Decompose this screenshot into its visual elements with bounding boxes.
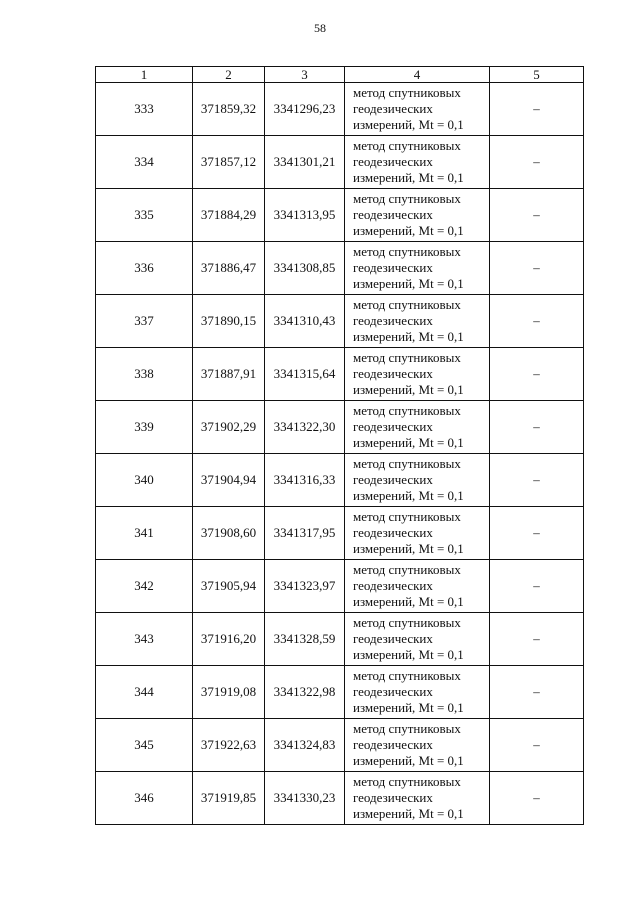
method-text-line: метод спутниковых bbox=[353, 721, 461, 736]
method-text-line: метод спутниковых bbox=[353, 191, 461, 206]
x-coordinate-cell: 371902,29 bbox=[193, 401, 265, 454]
note-cell: – bbox=[490, 401, 584, 454]
table-row bbox=[96, 401, 584, 454]
method-text-line: измерений, Mt = 0,1 bbox=[353, 223, 464, 238]
method-text-line: измерений, Mt = 0,1 bbox=[353, 117, 464, 132]
point-number-cell: 344 bbox=[96, 666, 193, 719]
note-cell: – bbox=[490, 189, 584, 242]
method-text-line: измерений, Mt = 0,1 bbox=[353, 753, 464, 768]
x-coordinate-cell: 371919,85 bbox=[193, 772, 265, 825]
method-text-line: измерений, Mt = 0,1 bbox=[353, 276, 464, 291]
method-text-line: метод спутниковых bbox=[353, 668, 461, 683]
x-coordinate-cell: 371884,29 bbox=[193, 189, 265, 242]
y-coordinate-cell: 3341324,83 bbox=[265, 719, 345, 772]
y-coordinate-cell: 3341330,23 bbox=[265, 772, 345, 825]
page-number: 58 bbox=[314, 21, 326, 35]
method-text-line: измерений, Mt = 0,1 bbox=[353, 541, 464, 556]
point-number-cell: 338 bbox=[96, 348, 193, 401]
method-text-line: метод спутниковых bbox=[353, 138, 461, 153]
table-row bbox=[96, 189, 584, 242]
method-text-line: геодезических bbox=[353, 525, 433, 540]
method-text-line: геодезических bbox=[353, 154, 433, 169]
note-cell: – bbox=[490, 772, 584, 825]
method-text-line: метод спутниковых bbox=[353, 774, 461, 789]
note-cell: – bbox=[490, 136, 584, 189]
table-row bbox=[96, 242, 584, 295]
method-text-line: измерений, Mt = 0,1 bbox=[353, 382, 464, 397]
y-coordinate-cell: 3341317,95 bbox=[265, 507, 345, 560]
table-row bbox=[96, 295, 584, 348]
note-cell: – bbox=[490, 83, 584, 136]
point-number-cell: 343 bbox=[96, 613, 193, 666]
method-cell bbox=[345, 83, 490, 136]
point-number-cell: 337 bbox=[96, 295, 193, 348]
point-number-cell: 342 bbox=[96, 560, 193, 613]
y-coordinate-cell: 3341323,97 bbox=[265, 560, 345, 613]
method-text-line: измерений, Mt = 0,1 bbox=[353, 329, 464, 344]
x-coordinate-cell: 371890,15 bbox=[193, 295, 265, 348]
method-text-line: метод спутниковых bbox=[353, 244, 461, 259]
method-text-line: метод спутниковых bbox=[353, 456, 461, 471]
method-text-line: геодезических bbox=[353, 631, 433, 646]
column-header: 2 bbox=[193, 67, 265, 83]
table-row bbox=[96, 454, 584, 507]
method-text-line: измерений, Mt = 0,1 bbox=[353, 700, 464, 715]
x-coordinate-cell: 371887,91 bbox=[193, 348, 265, 401]
method-cell bbox=[345, 560, 490, 613]
y-coordinate-cell: 3341322,30 bbox=[265, 401, 345, 454]
table-row bbox=[96, 560, 584, 613]
coordinates-table-body bbox=[96, 67, 584, 825]
y-coordinate-cell: 3341296,23 bbox=[265, 83, 345, 136]
y-coordinate-cell: 3341328,59 bbox=[265, 613, 345, 666]
table-row bbox=[96, 613, 584, 666]
point-number-cell: 346 bbox=[96, 772, 193, 825]
point-number-cell: 336 bbox=[96, 242, 193, 295]
point-number-cell: 345 bbox=[96, 719, 193, 772]
method-text-line: геодезических bbox=[353, 419, 433, 434]
method-text-line: измерений, Mt = 0,1 bbox=[353, 170, 464, 185]
x-coordinate-cell: 371886,47 bbox=[193, 242, 265, 295]
note-cell: – bbox=[490, 454, 584, 507]
y-coordinate-cell: 3341310,43 bbox=[265, 295, 345, 348]
method-cell bbox=[345, 136, 490, 189]
method-cell bbox=[345, 189, 490, 242]
note-cell: – bbox=[490, 507, 584, 560]
table-row bbox=[96, 772, 584, 825]
y-coordinate-cell: 3341308,85 bbox=[265, 242, 345, 295]
method-text-line: геодезических bbox=[353, 578, 433, 593]
x-coordinate-cell: 371859,32 bbox=[193, 83, 265, 136]
method-text-line: геодезических bbox=[353, 101, 433, 116]
column-header: 4 bbox=[345, 67, 490, 83]
table-row bbox=[96, 507, 584, 560]
method-cell bbox=[345, 666, 490, 719]
method-text-line: геодезических bbox=[353, 366, 433, 381]
table-row bbox=[96, 719, 584, 772]
x-coordinate-cell: 371904,94 bbox=[193, 454, 265, 507]
point-number-cell: 339 bbox=[96, 401, 193, 454]
method-text-line: метод спутниковых bbox=[353, 403, 461, 418]
table-row bbox=[96, 348, 584, 401]
x-coordinate-cell: 371857,12 bbox=[193, 136, 265, 189]
method-text-line: измерений, Mt = 0,1 bbox=[353, 435, 464, 450]
method-text-line: геодезических bbox=[353, 790, 433, 805]
x-coordinate-cell: 371919,08 bbox=[193, 666, 265, 719]
method-cell bbox=[345, 719, 490, 772]
note-cell: – bbox=[490, 613, 584, 666]
note-cell: – bbox=[490, 348, 584, 401]
method-text-line: измерений, Mt = 0,1 bbox=[353, 647, 464, 662]
method-cell bbox=[345, 401, 490, 454]
method-cell bbox=[345, 507, 490, 560]
table-row bbox=[96, 666, 584, 719]
method-cell bbox=[345, 613, 490, 666]
method-cell bbox=[345, 348, 490, 401]
y-coordinate-cell: 3341315,64 bbox=[265, 348, 345, 401]
method-cell bbox=[345, 295, 490, 348]
point-number-cell: 340 bbox=[96, 454, 193, 507]
method-text-line: геодезических bbox=[353, 313, 433, 328]
method-text-line: метод спутниковых bbox=[353, 85, 461, 100]
method-cell bbox=[345, 242, 490, 295]
method-text-line: измерений, Mt = 0,1 bbox=[353, 594, 464, 609]
column-header: 5 bbox=[490, 67, 584, 83]
method-cell bbox=[345, 772, 490, 825]
note-cell: – bbox=[490, 295, 584, 348]
method-text-line: геодезических bbox=[353, 207, 433, 222]
table-header-row bbox=[96, 67, 584, 83]
method-text-line: геодезических bbox=[353, 260, 433, 275]
point-number-cell: 341 bbox=[96, 507, 193, 560]
method-text-line: геодезических bbox=[353, 472, 433, 487]
method-text-line: геодезических bbox=[353, 684, 433, 699]
point-number-cell: 334 bbox=[96, 136, 193, 189]
note-cell: – bbox=[490, 560, 584, 613]
y-coordinate-cell: 3341316,33 bbox=[265, 454, 345, 507]
method-cell bbox=[345, 454, 490, 507]
method-text-line: метод спутниковых bbox=[353, 615, 461, 630]
y-coordinate-cell: 3341301,21 bbox=[265, 136, 345, 189]
table-row bbox=[96, 83, 584, 136]
method-text-line: измерений, Mt = 0,1 bbox=[353, 806, 464, 821]
x-coordinate-cell: 371905,94 bbox=[193, 560, 265, 613]
coordinates-table bbox=[95, 66, 584, 825]
method-text-line: метод спутниковых bbox=[353, 297, 461, 312]
x-coordinate-cell: 371916,20 bbox=[193, 613, 265, 666]
note-cell: – bbox=[490, 666, 584, 719]
y-coordinate-cell: 3341313,95 bbox=[265, 189, 345, 242]
note-cell: – bbox=[490, 719, 584, 772]
y-coordinate-cell: 3341322,98 bbox=[265, 666, 345, 719]
method-text-line: измерений, Mt = 0,1 bbox=[353, 488, 464, 503]
x-coordinate-cell: 371908,60 bbox=[193, 507, 265, 560]
point-number-cell: 333 bbox=[96, 83, 193, 136]
table-row bbox=[96, 136, 584, 189]
method-text-line: метод спутниковых bbox=[353, 562, 461, 577]
method-text-line: геодезических bbox=[353, 737, 433, 752]
point-number-cell: 335 bbox=[96, 189, 193, 242]
method-text-line: метод спутниковых bbox=[353, 509, 461, 524]
note-cell: – bbox=[490, 242, 584, 295]
x-coordinate-cell: 371922,63 bbox=[193, 719, 265, 772]
column-header: 1 bbox=[96, 67, 193, 83]
column-header: 3 bbox=[265, 67, 345, 83]
method-text-line: метод спутниковых bbox=[353, 350, 461, 365]
